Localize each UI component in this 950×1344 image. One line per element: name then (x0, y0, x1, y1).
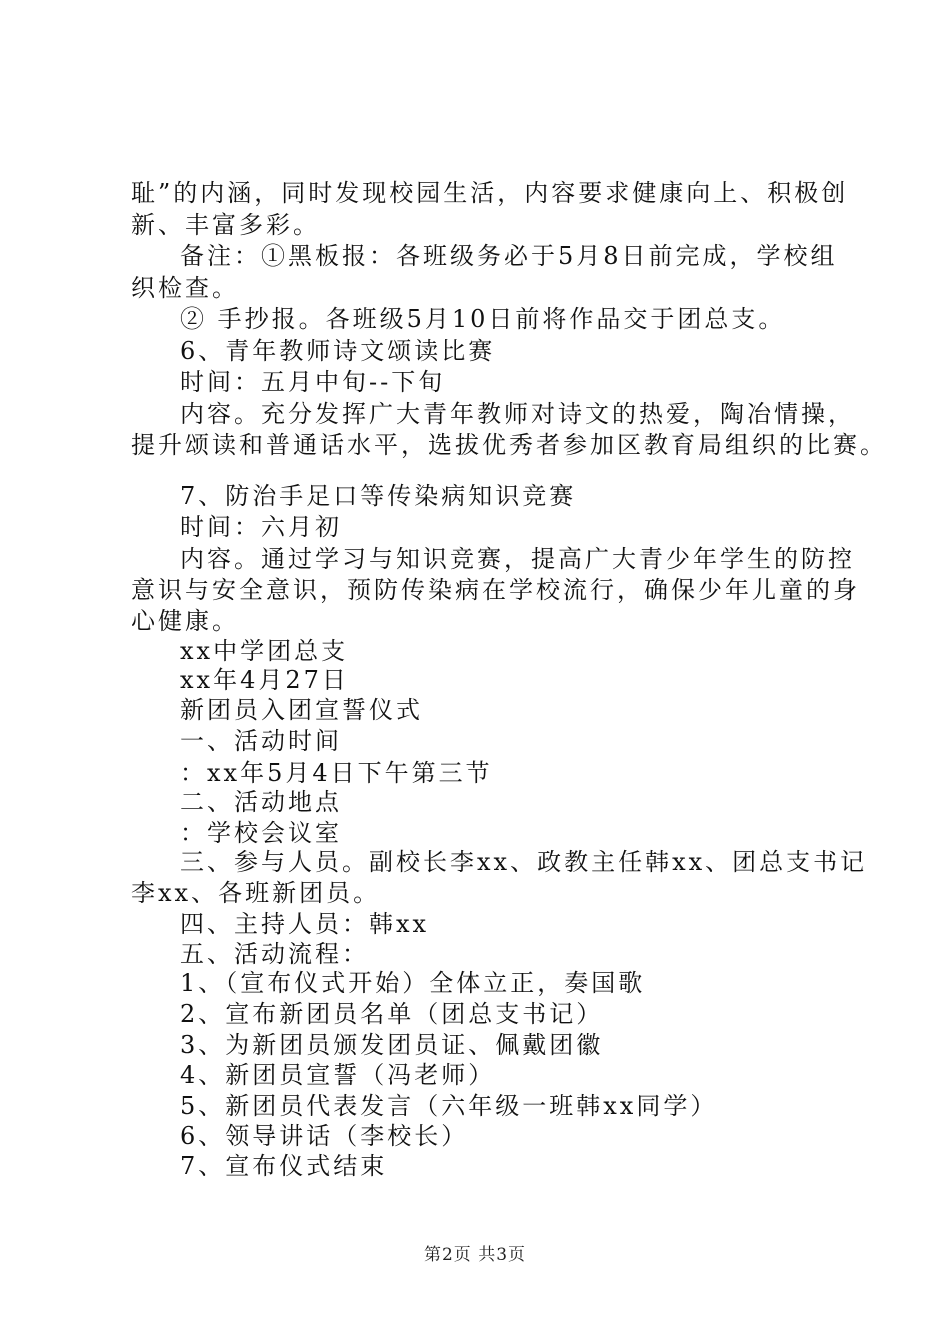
text-line: 4、新团员宣誓（冯老师） (180, 1061, 496, 1089)
text-line: 心健康。 (131, 607, 239, 635)
text-line: 7、防治手足口等传染病知识竞赛 (180, 482, 577, 510)
text-line: 新、丰富多彩。 (131, 211, 320, 239)
text-line: 6、领导讲话（李校长） (180, 1122, 469, 1150)
text-line: 6、青年教师诗文颂读比赛 (180, 337, 496, 365)
text-line: 1、（宣布仪式开始）全体立正，奏国歌 (180, 969, 646, 997)
text-line: 织检查。 (131, 274, 239, 302)
text-line: 五、活动流程： (180, 940, 369, 968)
text-line: 二、活动地点 (180, 788, 342, 816)
text-line: 耻”的内涵，同时发现校园生活，内容要求健康向上、积极创 (131, 179, 849, 207)
text-line: 5、新团员代表发言（六年级一班韩xx同学） (180, 1092, 718, 1120)
text-line: 时间：六月初 (180, 513, 342, 541)
page-footer: 第2页 共3页 (423, 1245, 527, 1265)
text-line: 内容。通过学习与知识竞赛，提高广大青少年学生的防控 (180, 545, 855, 573)
text-line: ② 手抄报。各班级5月10日前将作品交于团总支。 (180, 305, 786, 333)
text-line: 李xx、各班新团员。 (131, 879, 381, 907)
text-line: xx年4月27日 (180, 666, 349, 694)
text-line: 提升颂读和普通话水平，选拔优秀者参加区教育局组织的比赛。 (131, 431, 887, 459)
text-line: 一、活动时间 (180, 727, 342, 755)
text-line: 2、宣布新团员名单（团总支书记） (180, 1000, 604, 1028)
text-line: 7、宣布仪式结束 (180, 1152, 388, 1180)
text-line: 3、为新团员颁发团员证、佩戴团徽 (180, 1031, 604, 1059)
text-line: ：学校会议室 (180, 819, 342, 847)
text-line: 三、参与人员。副校长李xx、政教主任韩xx、团总支书记 (180, 848, 868, 876)
text-line: xx中学团总支 (180, 637, 349, 665)
text-line: 时间：五月中旬--下旬 (180, 368, 446, 396)
text-line: 四、主持人员：韩xx (180, 910, 430, 938)
text-line: ：xx年5月4日下午第三节 (180, 759, 493, 787)
text-line: 内容。充分发挥广大青年教师对诗文的热爱，陶冶情操， (180, 400, 855, 428)
text-line: 意识与安全意识，预防传染病在学校流行，确保少年儿童的身 (131, 576, 860, 604)
text-line: 备注：①黑板报：各班级务必于5月8日前完成，学校组 (180, 242, 838, 270)
text-line: 新团员入团宣誓仪式 (180, 696, 423, 724)
